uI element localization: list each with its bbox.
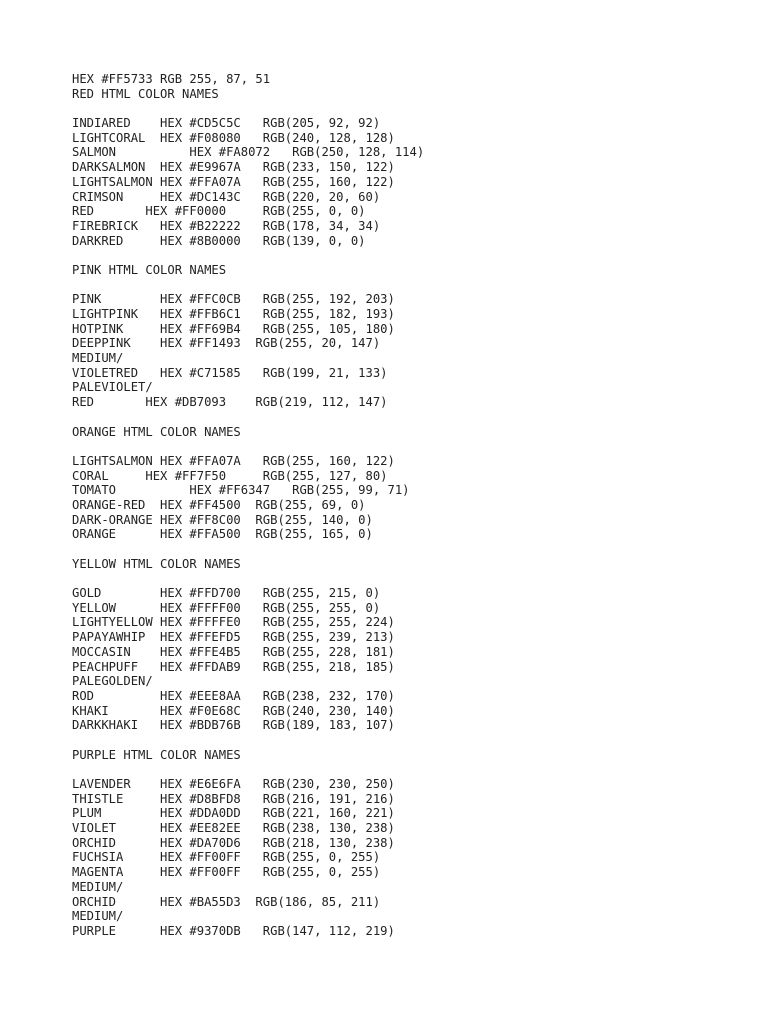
text-line: DARKRED HEX #8B0000 RGB(139, 0, 0) <box>72 233 366 248</box>
text-line: YELLOW HEX #FFFF00 RGB(255, 255, 0) <box>72 600 381 615</box>
text-line: ROD HEX #EEE8AA RGB(238, 232, 170) <box>72 688 395 703</box>
text-line: DEEPPINK HEX #FF1493 RGB(255, 20, 147) <box>72 336 381 351</box>
text-line <box>72 542 424 557</box>
text-line: MEDIUM/ <box>72 879 124 894</box>
text-line: ORCHID HEX #BA55D3 RGB(186, 85, 211) <box>72 894 381 909</box>
text-line: FUCHSIA HEX #FF00FF RGB(255, 0, 255) <box>72 850 381 865</box>
text-line: ORANGE HEX #FFA500 RGB(255, 165, 0) <box>72 527 373 542</box>
text-line <box>72 410 424 425</box>
text-line: DARK-ORANGE HEX #FF8C00 RGB(255, 140, 0) <box>72 512 373 527</box>
text-line: TOMATO HEX #FF6347 RGB(255, 99, 71) <box>72 483 410 498</box>
text-line: HEX #FF5733 RGB 255, 87, 51 <box>72 72 271 86</box>
text-line: DARKKHAKI HEX #BDB76B RGB(189, 183, 107) <box>72 718 395 733</box>
text-line: KHAKI HEX #F0E68C RGB(240, 230, 140) <box>72 703 395 718</box>
text-line: ORANGE HTML COLOR NAMES <box>72 424 241 439</box>
text-line: PLUM HEX #DDA0DD RGB(221, 160, 221) <box>72 806 395 821</box>
text-line: ORANGE-RED HEX #FF4500 RGB(255, 69, 0) <box>72 497 366 512</box>
text-line: YELLOW HTML COLOR NAMES <box>72 556 241 571</box>
text-line: PALEGOLDEN/ <box>72 674 153 689</box>
text-line: VIOLETRED HEX #C71585 RGB(199, 21, 133) <box>72 365 388 380</box>
text-line: SALMON HEX #FA8072 RGB(250, 128, 114) <box>72 145 425 160</box>
text-line: RED HEX #DB7093 RGB(219, 112, 147) <box>72 395 388 410</box>
text-line: THISTLE HEX #D8BFD8 RGB(216, 191, 216) <box>72 791 395 806</box>
text-line <box>72 762 424 777</box>
text-line: RED HTML COLOR NAMES <box>72 86 219 101</box>
text-line: ORCHID HEX #DA70D6 RGB(218, 130, 238) <box>72 835 395 850</box>
document-text <box>72 72 424 939</box>
text-line: LAVENDER HEX #E6E6FA RGB(230, 230, 250) <box>72 777 395 791</box>
text-line: PINK HTML COLOR NAMES <box>72 262 227 277</box>
text-line: LIGHTPINK HEX #FFB6C1 RGB(255, 182, 193) <box>72 307 395 321</box>
text-line: GOLD HEX #FFD700 RGB(255, 215, 0) <box>72 586 381 601</box>
text-line: PURPLE HTML COLOR NAMES <box>72 747 241 762</box>
text-line <box>72 278 424 293</box>
text-line: PAPAYAWHIP HEX #FFEFD5 RGB(255, 239, 213) <box>72 630 395 645</box>
text-line: VIOLET HEX #EE82EE RGB(238, 130, 238) <box>72 821 395 836</box>
text-line: RED HEX #FF0000 RGB(255, 0, 0) <box>72 204 366 219</box>
text-line: LIGHTSALMON HEX #FFA07A RGB(255, 160, 122) <box>72 453 395 468</box>
text-line: CRIMSON HEX #DC143C RGB(220, 20, 60) <box>72 189 381 204</box>
text-line: PALEVIOLET/ <box>72 380 153 395</box>
text-line: MEDIUM/ <box>72 351 124 366</box>
text-line: LIGHTYELLOW HEX #FFFFE0 RGB(255, 255, 224) <box>72 615 395 630</box>
text-line: MEDIUM/ <box>72 909 124 924</box>
text-line: INDIARED HEX #CD5C5C RGB(205, 92, 92) <box>72 116 381 131</box>
text-line: PEACHPUFF HEX #FFDAB9 RGB(255, 218, 185) <box>72 659 395 674</box>
text-line: PURPLE HEX #9370DB RGB(147, 112, 219) <box>72 923 395 938</box>
text-line: MOCCASIN HEX #FFE4B5 RGB(255, 228, 181) <box>72 644 395 659</box>
text-line: LIGHTCORAL HEX #F08080 RGB(240, 128, 128) <box>72 130 395 145</box>
text-line: CORAL HEX #FF7F50 RGB(255, 127, 80) <box>72 468 388 483</box>
text-line <box>72 571 424 586</box>
text-line <box>72 439 424 454</box>
text-line: LIGHTSALMON HEX #FFA07A RGB(255, 160, 122) <box>72 174 395 189</box>
text-line <box>72 733 424 748</box>
text-line: HOTPINK HEX #FF69B4 RGB(255, 105, 180) <box>72 321 395 336</box>
text-line <box>72 101 424 116</box>
text-line: FIREBRICK HEX #B22222 RGB(178, 34, 34) <box>72 218 381 233</box>
text-line <box>72 248 424 263</box>
text-line: MAGENTA HEX #FF00FF RGB(255, 0, 255) <box>72 865 381 880</box>
text-line: PINK HEX #FFC0CB RGB(255, 192, 203) <box>72 292 395 307</box>
text-line: DARKSALMON HEX #E9967A RGB(233, 150, 122) <box>72 160 395 175</box>
